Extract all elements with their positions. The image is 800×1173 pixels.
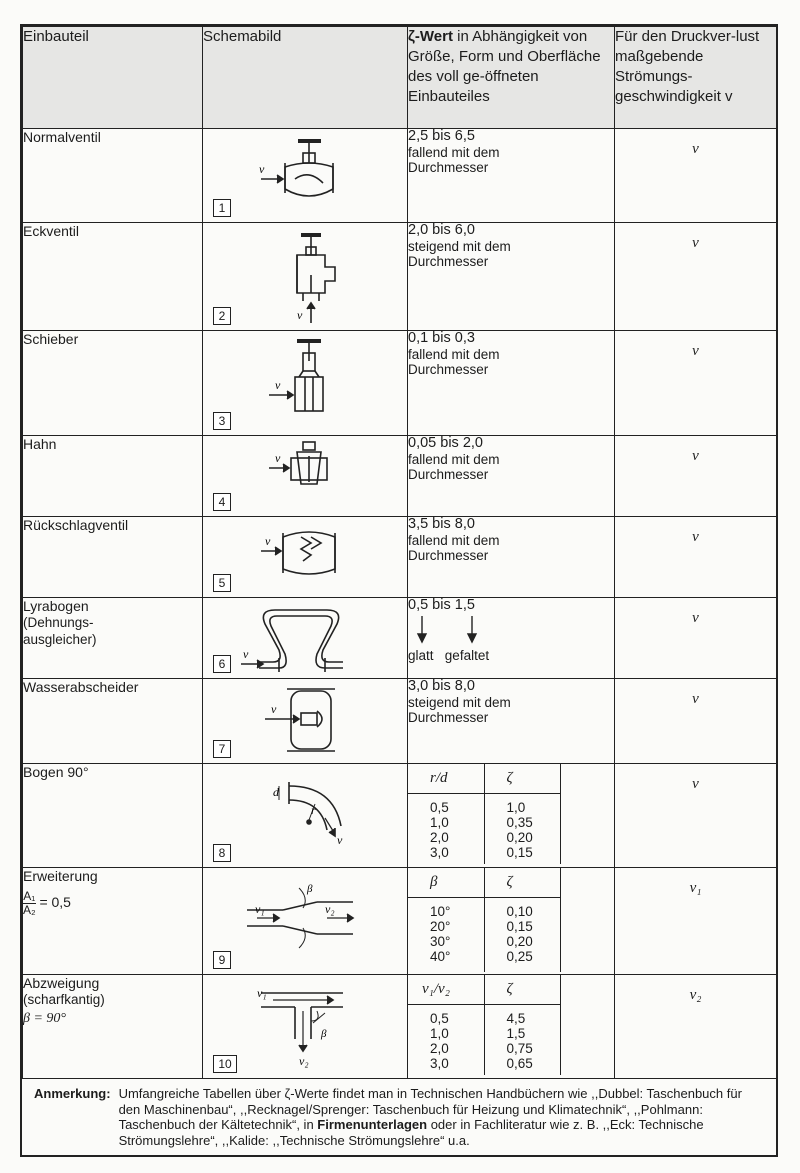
table-row	[23, 129, 777, 223]
eckventil-schema-icon	[203, 223, 408, 331]
figure-number: 3	[213, 412, 231, 430]
header-zeta-wert: ζ-Wert in Abhängigkeit von Größe, Form und Oberfläche des voll ge-öffneten Einbauteiles	[408, 27, 615, 129]
component-name: Abzweigung (scharfkantig) β = 90°	[23, 975, 203, 1079]
header-schemabild: Schemabild	[203, 27, 408, 129]
component-name: Hahn	[23, 436, 203, 517]
svg-text:v: v	[297, 308, 303, 322]
svg-text:d: d	[273, 785, 279, 799]
area-ratio: $\frac{\text{A₁}}{\text{A₂}}$	[23, 889, 36, 917]
bogen-subtable-cell	[408, 764, 615, 868]
figure-number: 1	[213, 199, 231, 217]
subtable-header: ζ	[484, 764, 560, 794]
component-name: Schieber	[23, 331, 203, 436]
figure-number: 7	[213, 740, 231, 758]
down-arrows-icon	[408, 614, 498, 648]
schema-cell	[203, 868, 408, 975]
schema-cell	[203, 331, 408, 436]
velocity-value: v	[615, 764, 777, 868]
svg-text:v: v	[275, 378, 281, 392]
figure-number: 6	[213, 655, 231, 673]
velocity-value: v	[615, 331, 777, 436]
svg-text:r: r	[311, 803, 316, 817]
abzweigung-subtable	[408, 975, 614, 1075]
zeta-value: 0,05 bis 2,0 fallend mit dem Durchmesser	[408, 436, 615, 517]
schema-cell	[203, 598, 408, 679]
velocity-value: v	[615, 223, 777, 331]
subtable-column: 0,5 1,0 2,0 3,0	[408, 794, 484, 865]
svg-text:v: v	[265, 534, 271, 548]
table-row	[23, 331, 777, 436]
svg-text:β: β	[321, 1028, 327, 1040]
gefaltet-label: gefaltet	[444, 647, 490, 663]
figure-number: 10	[213, 1055, 237, 1073]
bogen-subtable	[408, 764, 614, 864]
zeta-value: 2,5 bis 6,5 fallend mit dem Durchmesser	[408, 129, 615, 223]
svg-text:v₁: v₁	[255, 902, 265, 916]
figure-number: 8	[213, 844, 231, 862]
table-header-row	[23, 27, 777, 129]
svg-text:v: v	[243, 647, 249, 661]
zeta-table	[22, 26, 777, 1079]
component-name: Rückschlagventil	[23, 517, 203, 598]
svg-text:v₂: v₂	[325, 902, 335, 916]
table-row	[23, 868, 777, 975]
velocity-value: v	[615, 436, 777, 517]
component-name: Normalventil	[23, 129, 203, 223]
subtable-header: r/d	[408, 764, 484, 794]
figure-number: 2	[213, 307, 231, 325]
subtable-header: β	[408, 868, 484, 898]
glatt-label: glatt	[408, 647, 434, 663]
table-frame	[20, 24, 778, 1157]
velocity-value: v	[615, 679, 777, 764]
rueckschlagventil-schema-icon	[203, 517, 408, 598]
subtable-header: ζ	[484, 868, 560, 898]
subtable-column: 4,5 1,5 0,75 0,65	[484, 1005, 560, 1076]
hahn-schema-icon	[203, 436, 408, 517]
component-name: Erweiterung $\frac{\text{A₁}}{\text{A₂}}$ = 0,5	[23, 868, 203, 975]
svg-text:v₁: v₁	[257, 986, 267, 1000]
schema-cell	[203, 436, 408, 517]
table-row	[23, 598, 777, 679]
schema-cell	[203, 223, 408, 331]
svg-text:β: β	[307, 883, 313, 895]
svg-text:v: v	[275, 451, 281, 465]
velocity-value: v₁	[615, 868, 777, 975]
figure-number: 4	[213, 493, 231, 511]
component-name: Eckventil	[23, 223, 203, 331]
header-einbauteil: Einbauteil	[23, 27, 203, 129]
schema-cell	[203, 975, 408, 1079]
velocity-value: v	[615, 517, 777, 598]
subtable-column: 10° 20° 30° 40°	[408, 898, 484, 973]
note-label: Anmerkung:	[34, 1086, 111, 1101]
velocity-value: v	[615, 598, 777, 679]
subtable-header: ζ	[484, 975, 560, 1005]
table-row	[23, 223, 777, 331]
table-row	[23, 517, 777, 598]
svg-text:v₂: v₂	[299, 1054, 309, 1068]
figure-number: 9	[213, 951, 231, 969]
header-stroemungsgeschwindigkeit: Für den Druckver-lust maßgebende Strömungs-geschwindigkeit v	[615, 27, 777, 129]
subtable-header: v₁/v₂	[408, 975, 484, 1005]
bogen-schema-icon	[203, 764, 408, 868]
subtable-column: 0,10 0,15 0,20 0,25	[484, 898, 560, 973]
erweiterung-subtable	[408, 868, 614, 972]
zeta-value: 3,5 bis 8,0 fallend mit dem Durchmesser	[408, 517, 615, 598]
table-row	[23, 679, 777, 764]
anmerkung-note	[22, 1076, 776, 1158]
table-row	[23, 975, 777, 1079]
zeta-value: 3,0 bis 8,0 steigend mit dem Durchmesser	[408, 679, 615, 764]
schema-cell	[203, 764, 408, 868]
component-name: Bogen 90°	[23, 764, 203, 868]
schema-cell	[203, 129, 408, 223]
zeta-value: 0,1 bis 0,3 fallend mit dem Durchmesser	[408, 331, 615, 436]
zeta-value: 2,0 bis 6,0 steigend mit dem Durchmesser	[408, 223, 615, 331]
normalventil-schema-icon	[203, 129, 408, 223]
note-text: Umfangreiche Tabellen über ζ-Werte findet man in Technischen Handbüchern wie ,,Dubbel: Taschenbuch für den Maschinenbau“, ,,Recknagel/Sprenger: Taschenbuch für Heizung und Klimatechnik“, ,,Pohlmann: Taschenbuch der Kältetechnik“, in Firmenunterlagen oder in Fachliteratur wie z. B. ,,Eck: Technische Strömungslehre“, ,,Kalide: ,,Technische Strömungslehre“ u.a.	[118, 1086, 742, 1148]
svg-text:v: v	[271, 702, 277, 716]
erweiterung-schema-icon	[203, 868, 408, 975]
svg-text:v: v	[259, 162, 265, 176]
table-row	[23, 764, 777, 868]
schema-cell	[203, 679, 408, 764]
table-row	[23, 436, 777, 517]
zeta-value: 0,5 bis 1,5 glatt gefaltet	[408, 598, 615, 679]
wasserabscheider-schema-icon	[203, 679, 408, 764]
svg-text:v: v	[337, 833, 343, 847]
schieber-schema-icon	[203, 331, 408, 436]
lyrabogen-schema-icon	[203, 598, 408, 679]
velocity-value: v₂	[615, 975, 777, 1079]
component-name: Wasserabscheider	[23, 679, 203, 764]
figure-number: 5	[213, 574, 231, 592]
velocity-value: v	[615, 129, 777, 223]
schema-cell	[203, 517, 408, 598]
component-name: Lyrabogen (Dehnungs- ausgleicher)	[23, 598, 203, 679]
subtable-column: 0,5 1,0 2,0 3,0	[408, 1005, 484, 1076]
erweiterung-subtable-cell	[408, 868, 615, 975]
abzweigung-subtable-cell	[408, 975, 615, 1079]
subtable-column: 1,0 0,35 0,20 0,15	[484, 794, 560, 865]
